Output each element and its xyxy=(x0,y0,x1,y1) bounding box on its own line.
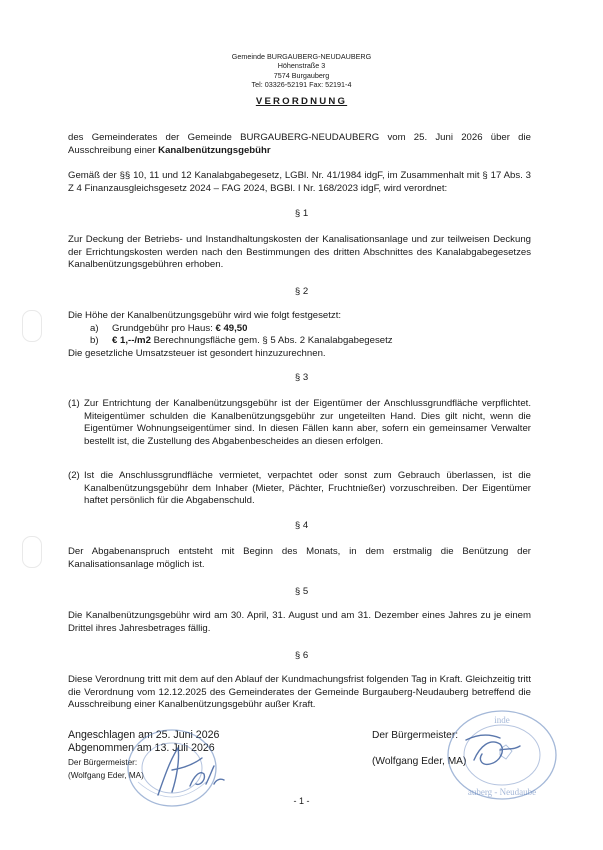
posted-date: Angeschlagen am 25. Juni 2026 xyxy=(68,729,220,741)
section-2-body xyxy=(68,310,531,360)
punch-hole xyxy=(22,310,42,342)
signature-right-icon xyxy=(460,720,530,780)
municipality-name: Gemeinde BURGAUBERG-NEUDAUBERG xyxy=(231,52,372,61)
fee-item-b: b) € 1,--/m2 Berechnungsfläche gem. § 5 Abs. 2 Kanalabgabegesetz xyxy=(90,335,393,347)
posting-record xyxy=(68,729,219,782)
city-address: 7574 Burgauberg xyxy=(273,70,330,80)
street-address: Höhenstraße 3 xyxy=(277,61,326,71)
mayor-name-right: (Wolfgang Eder, MA) xyxy=(372,756,467,767)
section-6-text: Diese Verordnung tritt mit dem auf den Ablauf der Kundmachungsfrist folgenden Tag in Kraft. Gleichzeitig tritt die Verordnung vom 12.12.2025 des Gemeinderates der Gemeinde Burgauberg-Neudauberg betreffend die Ausschreibung einer Kanalbenützungsgebühr außer Kraft. xyxy=(68,674,531,711)
contact-info: Tel: 03326-52191 Fax: 52191-4 xyxy=(251,80,352,90)
svg-text:auberg - Neudaube: auberg - Neudaube xyxy=(467,787,537,797)
section-heading-4: § 4 xyxy=(294,520,309,531)
svg-text:inde: inde xyxy=(494,715,510,725)
mayor-role-left: Der Bürgermeister: xyxy=(68,758,138,767)
mayor-signature-block xyxy=(372,729,466,768)
section-2-lead: Die Höhe der Kanalbenützungsgebühr wird wie folgt festgesetzt: xyxy=(68,310,342,321)
mayor-role-right: Der Bürgermeister: xyxy=(372,730,459,741)
page-number: - 1 - xyxy=(293,796,310,806)
section-1-text: Zur Deckung der Betriebs- und Instandhaltungskosten der Kanalisationsanlage und zur teilweisen Deckung der Errichtungskosten werden nach den Bestimmungen des dritten Abschnittes des Kanalabgabegesetzes Kanalbenützungsgebühren erhoben. xyxy=(68,234,531,271)
tax-note: Die gesetzliche Umsatzsteuer ist gesondert hinzuzurechnen. xyxy=(68,347,326,359)
intro-paragraph: des Gemeinderates der Gemeinde BURGAUBERG-NEUDAUBERG vom 25. Juni 2026 über die Ausschreibung einer Kanalbenützungsgebühr xyxy=(68,132,531,156)
mayor-name-left: (Wolfgang Eder, MA) xyxy=(68,771,144,781)
section-4-text: Der Abgabenanspruch entsteht mit Beginn des Monats, in dem erstmalig die Benützung der Kanalisationsanlage möglich ist. xyxy=(68,546,531,570)
removed-date: Abgenommen am 13. Juli 2026 xyxy=(68,742,215,754)
section-3-paragraph-2: (2) Ist die Anschlussgrundfläche vermietet, verpachtet oder sonst zum Gebrauch überlassen, ist die Kanalbenützungsgebühr dem Inhaber (Mieter, Pächter, Fruchtnießer) vorzuschreiben. Der Eigentümer haftet persönlich für die Abgabenschuld. xyxy=(68,470,531,507)
section-heading-6: § 6 xyxy=(294,650,309,661)
section-3-paragraph-1: (1) Zur Entrichtung der Kanalbenützungsgebühr ist der Eigentümer der Anschlussgrundfläche verpflichtet. Miteigentümer schulden die Kanalbenützungsgebühr zur ungeteilten Hand. Dies gilt nicht, wenn die Eigentümer Wohnungseigentümer sind. In diesen Fällen kann aber, sofern ein gemeinsamer Verwalter bestellt ist, die Zustellung des Abgabenbescheides an diesen erfolgen. xyxy=(68,398,531,447)
document-title: VERORDNUNG xyxy=(255,96,348,107)
section-heading-3: § 3 xyxy=(294,372,309,383)
fee-item-a: a) Grundgebühr pro Haus: € 49,50 xyxy=(90,322,248,334)
section-heading-5: § 5 xyxy=(294,586,309,597)
legal-basis: Gemäß der §§ 10, 11 und 12 Kanalabgabegesetz, LGBl. Nr. 41/1984 idgF, im Zusammenhalt mit § 17 Abs. 3 Z 4 Finanzausgleichsgesetz 2024 – FAG 2024, BGBl. I Nr. 168/2023 idgF, wird verordnet: xyxy=(68,170,531,194)
section-heading-2: § 2 xyxy=(294,286,309,297)
punch-hole xyxy=(22,536,42,568)
section-heading-1: § 1 xyxy=(294,208,309,219)
section-5-text: Die Kanalbenützungsgebühr wird am 30. April, 31. August und am 31. Dezember eines Jahres zu je einem Drittel ihres Jahresbetrages fällig. xyxy=(68,610,531,634)
letterhead xyxy=(0,52,603,90)
